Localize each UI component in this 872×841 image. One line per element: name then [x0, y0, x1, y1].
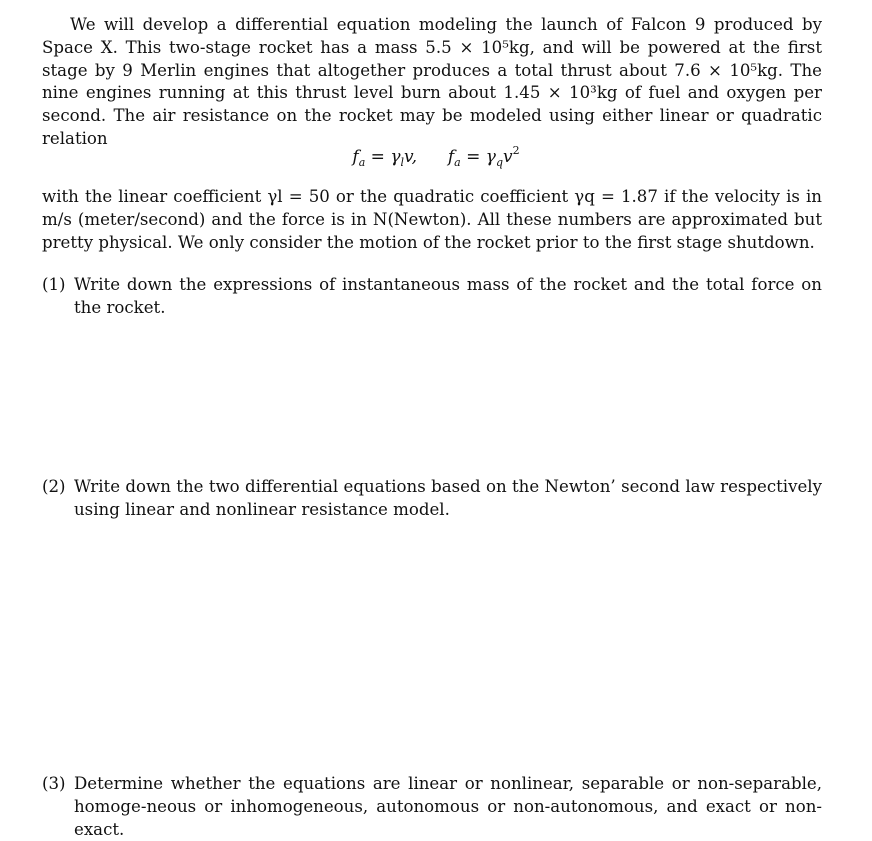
formula-quad-lhs: f [447, 147, 455, 167]
question-3 [42, 773, 822, 841]
formula-linear-gamma: γ [390, 147, 401, 167]
question-1-text: Write down the expressions of instantaneous mass of the rocket and the total force on the rocket. [74, 275, 822, 317]
formula-linear-gamma-sub: l [400, 156, 405, 169]
formula-quad-var: v [502, 147, 513, 167]
formula-quad-exp: 2 [512, 144, 520, 157]
resistance-formula [0, 144, 872, 169]
formula-linear-var: v, [404, 147, 418, 167]
formula-linear-lhs-sub: a [358, 156, 366, 169]
formula-equals: = [370, 147, 385, 167]
question-2 [42, 476, 822, 522]
formula-equals-2: = [466, 147, 481, 167]
after-formula-paragraph: with the linear coefficient γl = 50 or the quadratic coefficient γq = 1.87 if the velocity is in m/s (meter/second) and the force is in N(Newton). All these numbers are approximated but pretty physical. We only consider the motion of the rocket prior to the first stage shutdown. [42, 187, 822, 252]
formula-quad-gamma: γ [485, 147, 496, 167]
formula-linear-lhs: f [352, 147, 359, 167]
question-1-number: (1) [42, 275, 66, 294]
intro-paragraph: We will develop a differential equation modeling the launch of Falcon 9 produced by Space X. This two-stage rocket has a mass 5.5 × 10⁵kg, and will be powered at the first stage by 9 Merlin engines that altogether produces a total thrust about 7.6 × 10⁵kg. The nine engines running at this thrust level burn about 1.45 × 10³kg of fuel and oxygen per second. The air resistance on the rocket may be modeled using either linear or quadratic relation [42, 15, 822, 148]
question-3-number: (3) [42, 774, 66, 793]
formula-quad-gamma-sub: q [495, 156, 503, 169]
question-2-text: Write down the two differential equations based on the Newton’ second law respectively using linear and nonlinear resistance model. [74, 477, 822, 519]
question-1 [42, 274, 822, 320]
question-3-text: Determine whether the equations are linear or nonlinear, separable or non-separable, homoge-neous or inhomogeneous, autonomous or non-autonomous, and exact or non-exact. [74, 774, 822, 839]
question-2-number: (2) [42, 477, 66, 496]
formula-quad-lhs-sub: a [454, 156, 461, 169]
